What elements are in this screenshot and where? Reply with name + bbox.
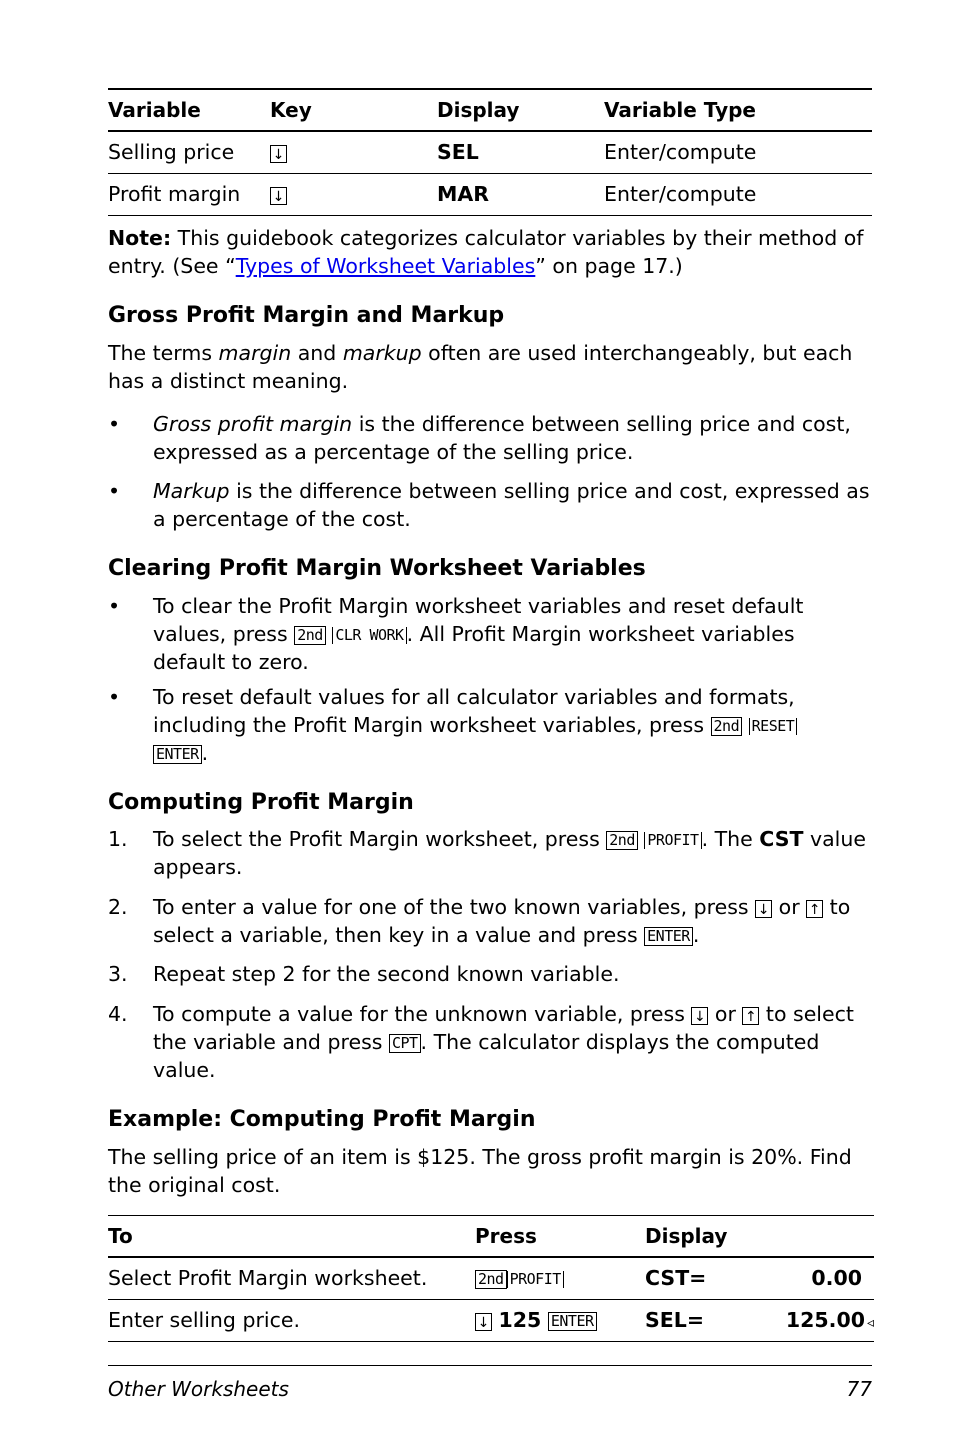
text: . All Profit Margin worksheet variables default to zero.	[153, 621, 795, 674]
cell-to: Select Profit Margin worksheet.	[108, 1266, 428, 1291]
list-item	[108, 410, 872, 466]
note-text-end: ” on page 17.)	[535, 253, 683, 278]
cell-press	[475, 1257, 645, 1299]
list-item	[108, 825, 872, 881]
down-arrow-key-icon: ↓	[691, 1007, 708, 1025]
bullet-icon: •	[108, 593, 121, 618]
footer-section-title: Other Worksheets	[108, 1377, 289, 1401]
list-item	[108, 592, 872, 676]
up-arrow-key-icon: ↑	[806, 900, 823, 918]
cell-display-label: CST=	[645, 1266, 707, 1291]
header-key: Key	[270, 98, 312, 122]
down-arrow-key-icon: ↓	[270, 145, 287, 163]
note-text: This guidebook categorizes calculator variables by their method of entry. (See “	[108, 225, 864, 278]
text: to select the variable and press	[153, 1001, 854, 1054]
types-of-worksheet-variables-link[interactable]: Types of Worksheet Variables	[235, 253, 536, 278]
bullet-icon: •	[108, 411, 121, 436]
example-table	[108, 1215, 874, 1342]
text: . The	[701, 826, 760, 851]
2nd-key-icon: 2nd	[711, 717, 743, 736]
example-text: The selling price of an item is $125. The gross profit margin is 20%. Find the original cost.	[108, 1144, 852, 1197]
bullet-icon: •	[108, 478, 121, 503]
header-display: Display	[645, 1223, 728, 1248]
gross-bullets	[108, 410, 872, 533]
header-to: To	[108, 1223, 133, 1248]
text: To select the Profit Margin worksheet, press	[153, 826, 607, 851]
computing-steps	[108, 825, 872, 1084]
table-header-row	[108, 1215, 874, 1257]
header-press: Press	[475, 1223, 537, 1248]
text: . The calculator displays the computed value.	[153, 1029, 820, 1082]
text: often are used interchangeably, but each has a distinct meaning.	[108, 340, 853, 393]
cell-display: SEL	[437, 140, 479, 165]
table-header-row	[108, 89, 872, 131]
text: and	[291, 340, 343, 365]
cell-display-value	[755, 1257, 874, 1299]
display-value: 0.00	[811, 1266, 862, 1291]
header-variable: Variable	[108, 98, 201, 122]
clearing-bullets	[108, 592, 872, 767]
press-number: 125	[498, 1308, 542, 1332]
text: .	[692, 922, 700, 947]
cell-variable: Profit margin	[108, 182, 241, 206]
note-paragraph	[108, 224, 872, 280]
footer-page-number: 77	[846, 1377, 872, 1401]
table-row	[108, 173, 872, 215]
clr-work-key-icon: CLR WORK	[332, 627, 406, 644]
variables-table	[108, 88, 872, 216]
text: or	[772, 894, 807, 919]
list-item	[108, 1000, 872, 1084]
term: Markup	[153, 478, 230, 503]
header-display: Display	[437, 98, 520, 122]
cell-display: MAR	[437, 182, 490, 206]
cursor-marker-icon: ◃	[866, 1315, 874, 1331]
down-arrow-key-icon: ↓	[475, 1313, 492, 1331]
text: To compute a value for the unknown variable, press	[153, 1001, 692, 1026]
2nd-key-icon: 2nd	[475, 1270, 507, 1289]
text: or	[708, 1001, 743, 1026]
text: To reset default values for all calculator variables and formats, including the Profit Margin worksheet variables, press	[153, 684, 795, 737]
example-heading: Example: Computing Profit Margin	[108, 1106, 536, 1132]
text: To clear the Profit Margin worksheet variables and reset default values, press	[153, 593, 804, 646]
down-arrow-key-icon: ↓	[755, 900, 772, 918]
table-row	[108, 1299, 874, 1341]
up-arrow-key-icon: ↑	[742, 1007, 759, 1025]
term-markup: markup	[342, 340, 422, 365]
cell-type: Enter/compute	[604, 182, 757, 206]
list-item	[108, 477, 872, 533]
text: To enter a value for one of the two known variables, press	[153, 894, 756, 919]
cell-type: Enter/compute	[604, 140, 757, 165]
bullet-icon: •	[108, 684, 121, 709]
text: Repeat step 2 for the second known variable.	[153, 961, 620, 986]
text: is the difference between selling price and cost, expressed as a percentage of the cost.	[153, 478, 870, 531]
enter-key-icon: ENTER	[153, 745, 202, 764]
text: is the difference between selling price and cost, expressed as a percentage of the selling price.	[153, 411, 851, 464]
cell-display-value	[755, 1299, 874, 1341]
header-variable-type: Variable Type	[604, 98, 756, 122]
display-value: 125.00	[785, 1308, 865, 1332]
reset-key-icon: RESET	[749, 718, 798, 735]
footer-divider	[108, 1365, 872, 1366]
step-number: 3.	[108, 961, 128, 986]
table-row	[108, 1257, 874, 1299]
computing-heading: Computing Profit Margin	[108, 789, 414, 815]
text: .	[201, 740, 209, 765]
note-label: Note:	[108, 225, 172, 250]
list-item	[108, 893, 872, 949]
table-row	[108, 131, 872, 173]
text: value appears.	[153, 826, 866, 879]
profit-key-icon: PROFIT	[507, 1271, 564, 1288]
list-item	[108, 960, 872, 988]
text: to select a variable, then key in a value and press	[153, 894, 851, 947]
cell-display-label: SEL=	[645, 1308, 705, 1332]
down-arrow-key-icon: ↓	[270, 187, 287, 205]
enter-key-icon: ENTER	[644, 927, 693, 946]
gross-profit-heading: Gross Profit Margin and Markup	[108, 302, 505, 328]
cell-press	[475, 1299, 645, 1341]
text: The terms	[108, 340, 219, 365]
step-number: 1.	[108, 826, 128, 851]
enter-key-icon: ENTER	[548, 1312, 597, 1331]
clearing-heading: Clearing Profit Margin Worksheet Variables	[108, 555, 646, 581]
2nd-key-icon: 2nd	[606, 831, 638, 850]
step-number: 4.	[108, 1001, 128, 1026]
step-number: 2.	[108, 894, 128, 919]
list-item	[108, 683, 872, 767]
cpt-key-icon: CPT	[389, 1034, 421, 1053]
cell-variable: Selling price	[108, 140, 235, 165]
page-content	[108, 88, 872, 1342]
cell-to: Enter selling price.	[108, 1308, 300, 1332]
term: Gross profit margin	[153, 411, 353, 436]
cst-label: CST	[759, 826, 804, 851]
gross-intro	[108, 339, 872, 395]
profit-key-icon: PROFIT	[644, 832, 701, 849]
2nd-key-icon: 2nd	[294, 626, 326, 645]
term-margin: margin	[218, 340, 292, 365]
